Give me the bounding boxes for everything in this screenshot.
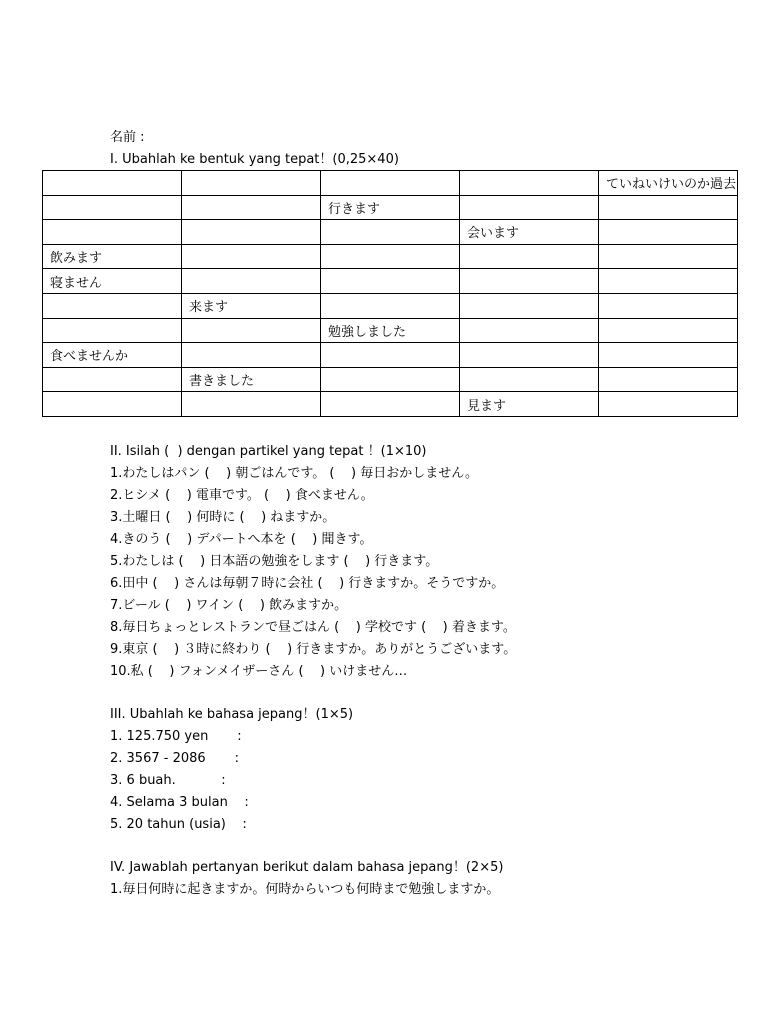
section4-item: 1.毎日何時に起きますか。何時からいつも何時まで勉強しますか。 [110,882,500,897]
table-row [43,195,738,220]
table-cell [460,244,599,269]
table-cell [599,195,738,220]
table-row [43,392,738,417]
name-label: 名前 : [110,130,145,145]
table-cell [599,244,738,269]
table-cell: 来ます [182,293,321,318]
table-cell [321,367,460,392]
table-cell [460,269,599,294]
table-cell [43,195,182,220]
table-cell: 食べませんか [43,343,182,368]
table-row [43,269,738,294]
section3-item: 1. 125.750 yen : [110,729,242,744]
table-cell [321,269,460,294]
table-cell: 会います [460,220,599,245]
table-row [43,343,738,368]
section2-item: 8.毎日ちょっとレストランで昼ごはん ( ) 学校です ( ) 着きます。 [110,620,516,635]
table-cell [321,392,460,417]
table-cell [182,171,321,196]
table-cell [43,220,182,245]
section2-item: 5.わたしは ( ) 日本語の勉強をします ( ) 行きます。 [110,554,439,569]
table-cell [43,392,182,417]
table-cell [599,220,738,245]
section2-title: II. Isilah ( ) dengan partikel yang tepat ！(1×10) [110,444,427,459]
table-cell [182,220,321,245]
table-cell: 見ます [460,392,599,417]
table-cell [321,293,460,318]
table-row [43,367,738,392]
table-cell: 寝ません [43,269,182,294]
table-cell [182,343,321,368]
table-row [43,244,738,269]
table-row [43,171,738,196]
table-cell [182,269,321,294]
table-cell [321,343,460,368]
section3-item: 5. 20 tahun (usia) : [110,817,247,832]
table-cell [321,220,460,245]
table-cell [599,343,738,368]
table-cell [460,195,599,220]
table-cell: 飲みます [43,244,182,269]
table-cell: 行きます [321,195,460,220]
table-cell [599,318,738,343]
table-cell [43,293,182,318]
table-cell [460,171,599,196]
table-cell [43,318,182,343]
section3-item: 4. Selama 3 bulan : [110,795,249,810]
section2-item: 2.ヒシメ ( ) 電車です。 ( ) 食べません。 [110,488,374,503]
table-cell [43,367,182,392]
table-cell [599,367,738,392]
section2-item: 7.ビール ( ) ワイン ( ) 飲みますか。 [110,598,348,613]
section4-title: IV. Jawablah pertanyan berikut dalam bahasa jepang！(2×5) [110,860,504,875]
table-row [43,318,738,343]
table-row [43,293,738,318]
table-cell [599,392,738,417]
section2-item: 6.田中 ( ) さんは毎朝７時に会社 ( ) 行きますか。そうですか。 [110,576,505,591]
table-cell [460,318,599,343]
table-cell [460,343,599,368]
table-cell: ていねいけいのか過去 [599,171,738,196]
conjugation-table [42,170,738,417]
table-cell [182,195,321,220]
table-cell [182,318,321,343]
table-cell [599,269,738,294]
section2-item: 9.東京 ( ) ３時に終わり ( ) 行きますか。ありがとうございます。 [110,642,517,657]
table-cell [321,171,460,196]
section1-title: I. Ubahlah ke bentuk yang tepat！(0,25×40) [110,152,399,167]
section3-item: 3. 6 buah. : [110,773,226,788]
section3-item: 2. 3567 - 2086 : [110,751,239,766]
section3-title: III. Ubahlah ke bahasa jepang！(1×5) [110,707,354,722]
table-cell [599,293,738,318]
table-cell [182,392,321,417]
table-cell [182,244,321,269]
table-row [43,220,738,245]
table-cell: 書きました [182,367,321,392]
section2-item: 3.土曜日 ( ) 何時に ( ) ねますか。 [110,510,336,525]
section2-item: 1.わたしはパン ( ) 朝ごはんです。 ( ) 毎日おかしません。 [110,466,479,481]
table-cell: 勉強しました [321,318,460,343]
section2-item: 10.私 ( ) フォンメイザーさん ( ) いけません… [110,664,408,679]
table-cell [321,244,460,269]
section2-item: 4.きのう ( ) デパートへ本を ( ) 聞きす。 [110,532,373,547]
table-cell [460,293,599,318]
table-cell [460,367,599,392]
table-cell [43,171,182,196]
